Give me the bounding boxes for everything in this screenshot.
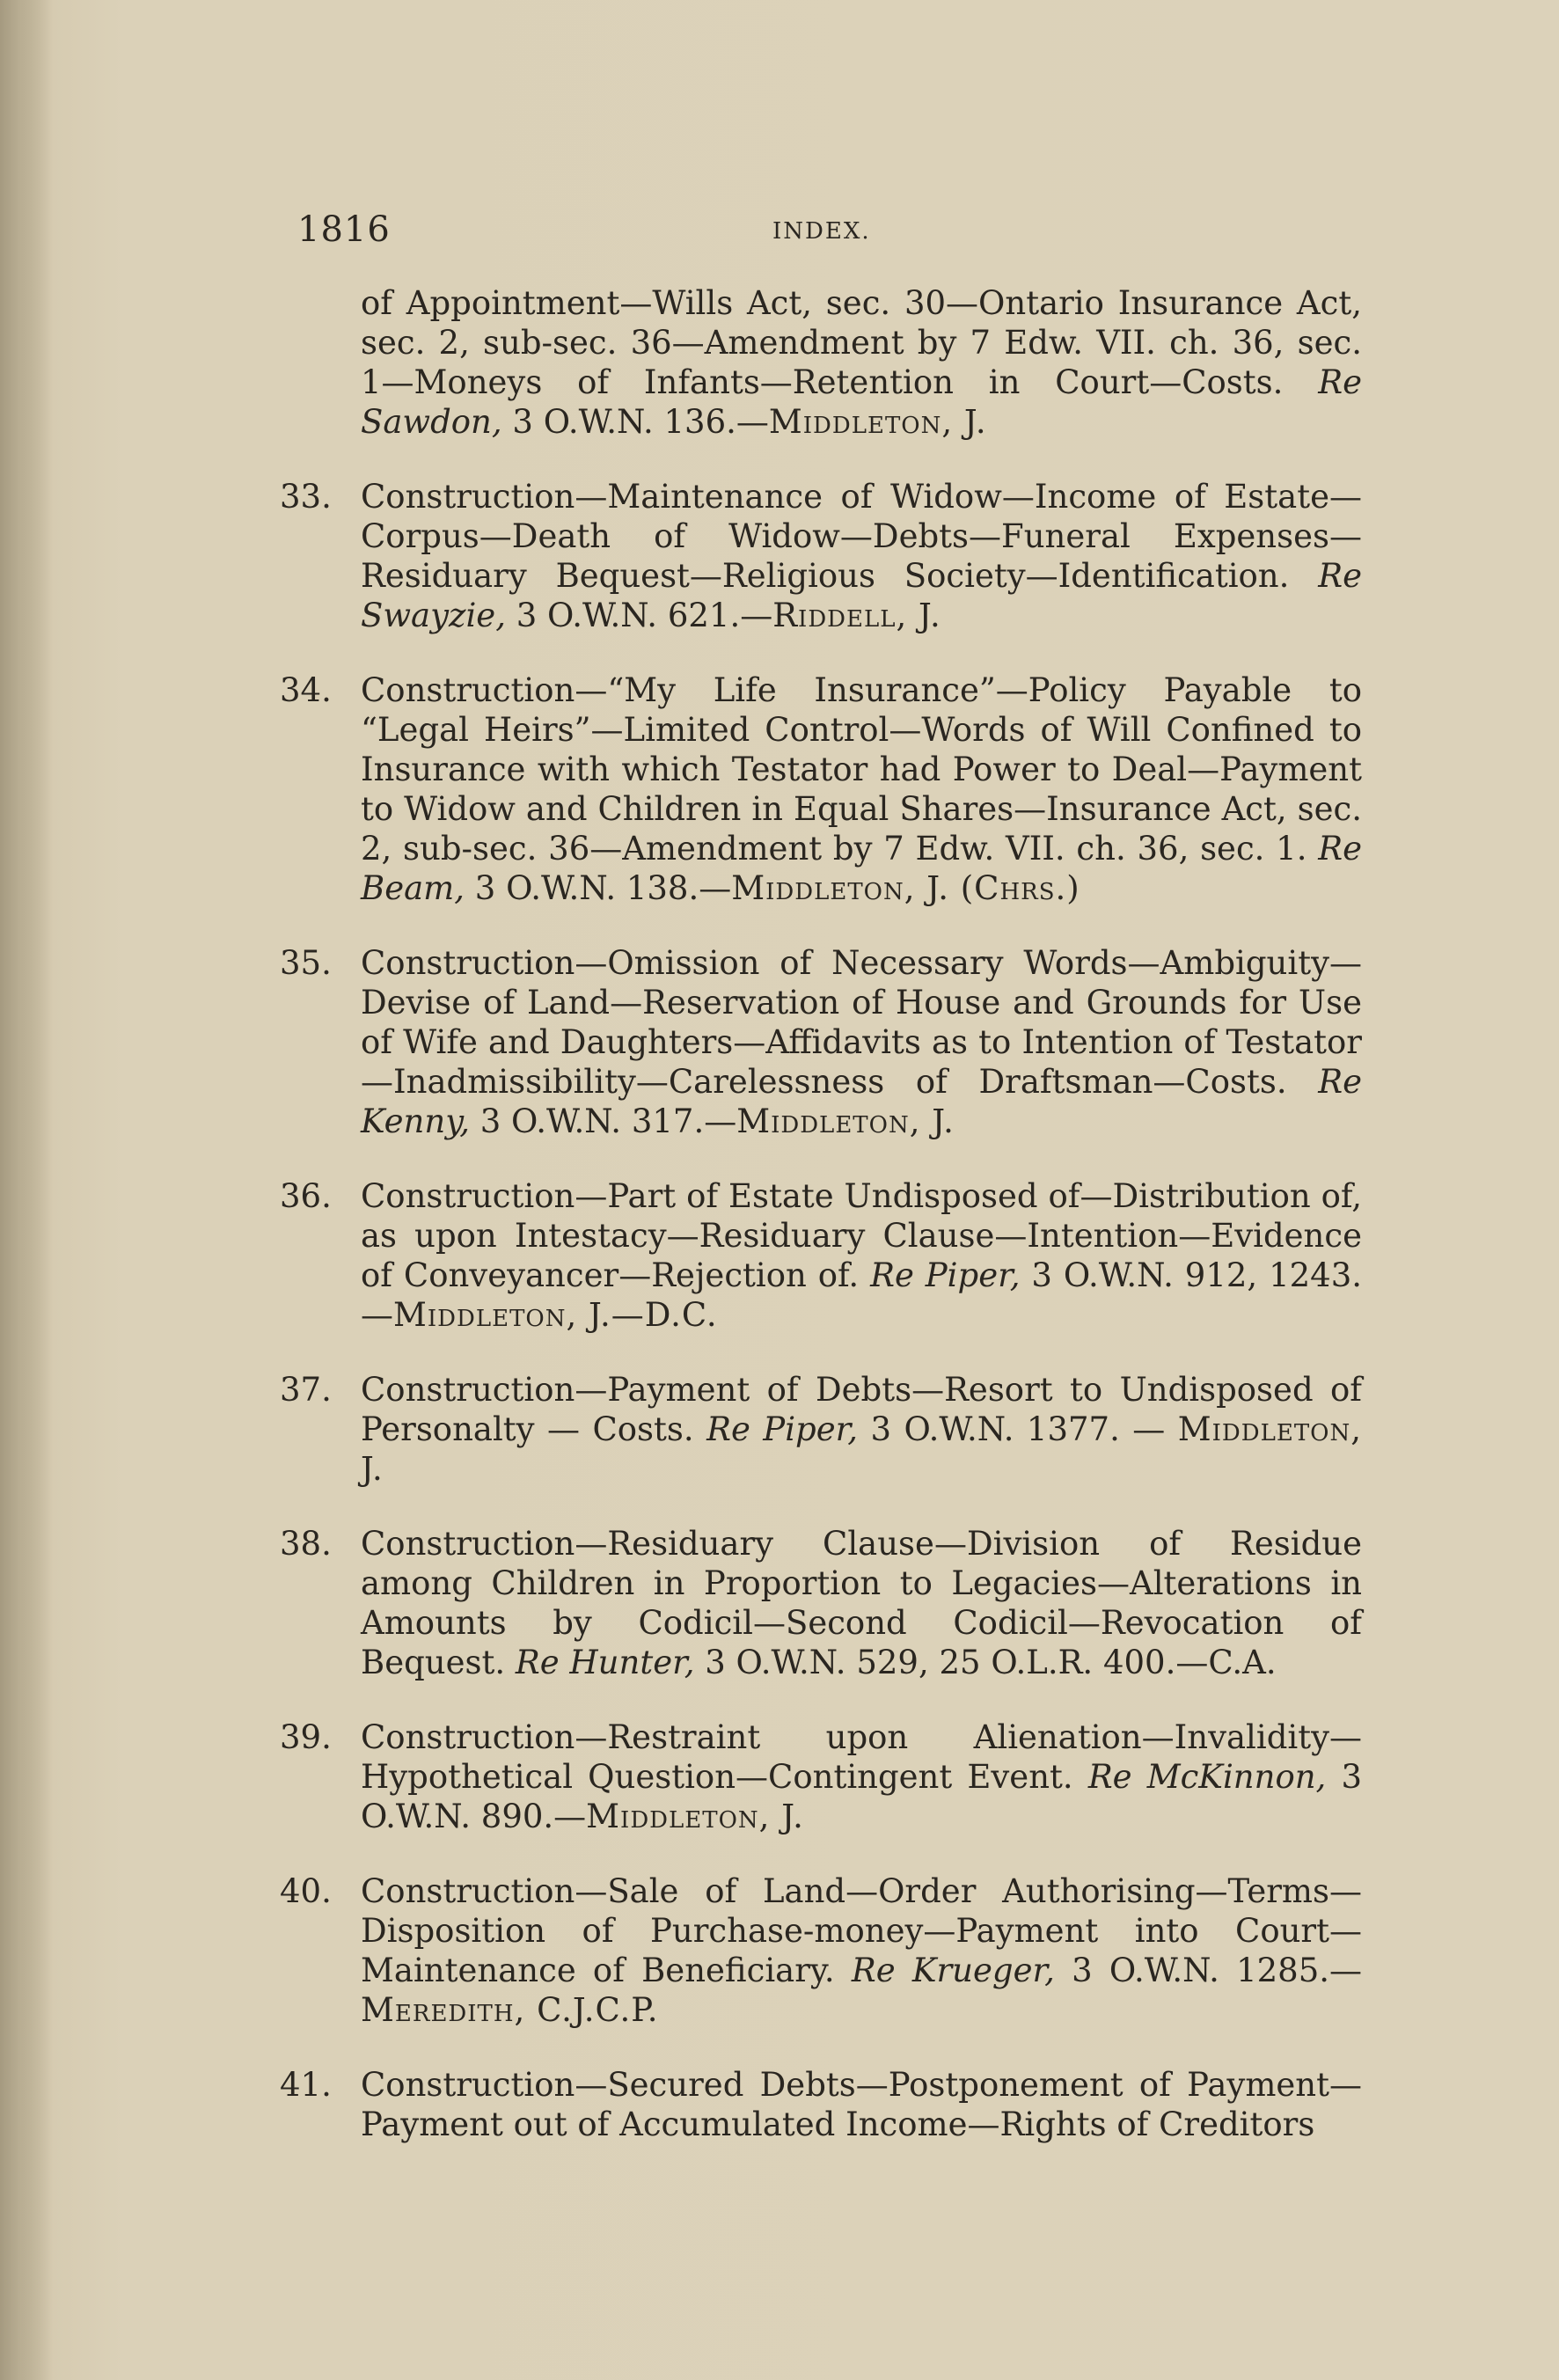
judge: Middleton, J. — [768, 403, 987, 441]
judge: Middleton, J. — [586, 1798, 804, 1835]
judge: Riddell, J. — [772, 597, 941, 634]
index-entries — [280, 283, 1362, 2179]
entry-number: 33. — [280, 478, 332, 516]
citation: 3 O.W.N. 621.— — [516, 597, 773, 634]
entry-number: 34. — [280, 671, 332, 709]
entry-number: 38. — [280, 1525, 332, 1563]
entry-text: Construction—Maintenance of Widow—Income of Estate—Corpus—Death of Widow—Debts—Funeral Expenses—Residuary Bequest—Religious Society—Identification. — [361, 478, 1362, 595]
citation: 3 O.W.N. 529, 25 O.L.R. 400.— — [705, 1644, 1209, 1681]
entry-text: Construction—Part of Estate Undisposed of—Distribution of, as upon Intestacy—Residuary Clause—Intention—Evidence of Conveyancer—Rejection of. — [361, 1177, 1362, 1294]
spine-shadow — [0, 0, 53, 2380]
citation: 3 O.W.N. 890.— — [361, 1758, 1362, 1835]
citation: 3 O.W.N. 138.— — [474, 869, 732, 907]
running-head: INDEX. — [772, 218, 871, 245]
case-name: Re Beam, — [361, 830, 1362, 907]
citation: 3 O.W.N. 317.— — [479, 1102, 737, 1140]
page-number: 1816 — [297, 209, 391, 250]
case-name: Re Kenny, — [361, 1063, 1362, 1140]
index-entry — [280, 1176, 1362, 1335]
entry-text: Construction—Restraint upon Alienation—Invalidity—Hypothetical Question—Contingent Event. — [361, 1718, 1362, 1796]
entry-text: Construction—Payment of Debts—Resort to Undisposed of Personalty — Costs. — [361, 1371, 1362, 1448]
judge: Middleton, J.—D.C. — [393, 1296, 718, 1334]
case-name: Re Swayzie, — [361, 557, 1362, 634]
entry-number: 36. — [280, 1177, 332, 1215]
entry-number: 35. — [280, 944, 332, 982]
citation: 3 O.W.N. 136.— — [512, 403, 769, 441]
entry-text: Construction—Omission of Necessary Words—Ambiguity—Devise of Land—Reservation of House and Grounds for Use of Wife and Daughters—Affidavits as to Intention of Testator—Inadmissibility—Carelessness of Draftsman—Costs. — [361, 944, 1362, 1101]
entry-number: 41. — [280, 2066, 332, 2104]
entry-number: 37. — [280, 1371, 332, 1409]
case-name: Re Hunter, — [515, 1644, 695, 1681]
index-entry — [280, 283, 1362, 442]
index-entry — [280, 670, 1362, 908]
entry-text: Construction—Sale of Land—Order Authorising—Terms—Disposition of Purchase-money—Payment into Court—Maintenance of Beneficiary. — [361, 1872, 1362, 1989]
case-name: Re Krueger, — [851, 1952, 1055, 1989]
case-name: Re Sawdon, — [361, 363, 1363, 441]
case-name: Re Piper, — [870, 1256, 1021, 1294]
index-entry — [280, 477, 1362, 635]
entry-number: 39. — [280, 1718, 332, 1756]
citation: 3 O.W.N. 912, 1243.— — [361, 1256, 1363, 1334]
index-entry — [280, 1524, 1362, 1682]
judge: Middleton, J. — [736, 1102, 955, 1140]
judge: Middleton, J. (Chrs.) — [731, 869, 1080, 907]
citation: 3 O.W.N. 1285.— — [1072, 1952, 1363, 1989]
judge: Middleton, J. — [361, 1410, 1362, 1488]
entry-text: Construction—Residuary Clause—Division of Residue among Children in Proportion to Legacies—Alterations in Amounts by Codicil—Second Codicil—Revocation of Bequest. — [361, 1525, 1362, 1681]
page-header — [297, 209, 1353, 262]
entry-text: Construction—“My Life Insurance”—Policy Payable to “Legal Heirs”—Limited Control—Words of Will Confined to Insurance with which Testator had Power to Deal—Payment to Widow and Children in Equal Shares—Insurance Act, sec. 2, sub-sec. 36—Amendment by 7 Edw. VII. ch. 36, sec. 1. — [361, 671, 1362, 868]
citation: 3 O.W.N. 1377. — — [870, 1410, 1178, 1448]
case-name: Re McKinnon, — [1087, 1758, 1327, 1796]
entry-number: 40. — [280, 1872, 332, 1910]
judge: Meredith, C.J.C.P. — [361, 1991, 659, 2029]
case-name: Re Piper, — [706, 1410, 859, 1448]
index-entry — [280, 2065, 1362, 2144]
index-entry — [280, 1871, 1362, 2030]
entry-text: of Appointment—Wills Act, sec. 30—Ontario Insurance Act, sec. 2, sub-sec. 36—Amendment by 7 Edw. VII. ch. 36, sec. 1—Moneys of Infants—Retention in Court—Costs. — [361, 284, 1362, 401]
index-entry — [280, 1717, 1362, 1836]
entry-text: Construction—Secured Debts—Postponement of Payment—Payment out of Accumulated Income—Rights of Creditors — [361, 2066, 1362, 2143]
index-entry — [280, 1370, 1362, 1489]
judge: C.A. — [1208, 1644, 1277, 1681]
index-entry — [280, 943, 1362, 1141]
